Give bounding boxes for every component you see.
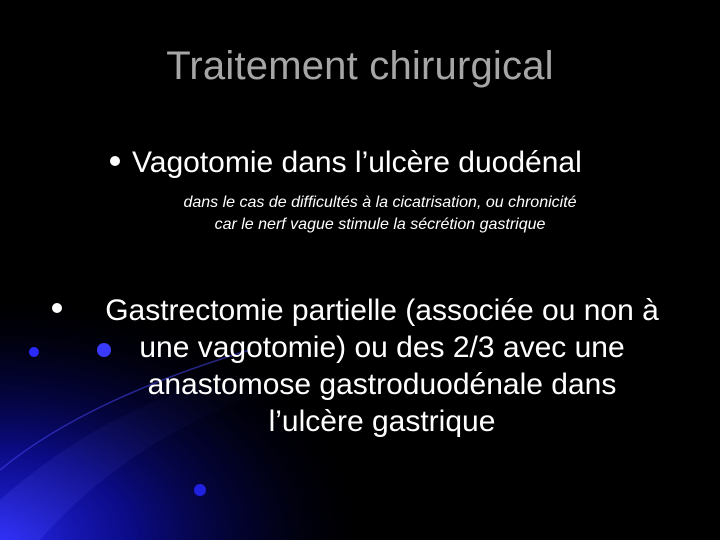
- bullet-text-line: Gastrectomie partielle (associée ou non à: [105, 294, 659, 327]
- sub-note-line: car le nerf vague stimule la sécrétion gastrique: [214, 216, 546, 233]
- sub-note: [0, 192, 720, 236]
- sub-note-line: dans le cas de difficultés à la cicatrisation, ou chronicité: [183, 194, 577, 211]
- bullet-item-gastrectomie: [72, 292, 692, 440]
- bullet-item-vagotomie: [110, 146, 582, 180]
- bullet-text-line: une vagotomie) ou des 2/3 avec une: [139, 331, 625, 364]
- bullet-text-line: anastomose gastroduodénale dans: [147, 368, 617, 401]
- blue-orb-lower: [194, 484, 206, 496]
- bullet-text-line: l’ulcère gastrique: [268, 405, 496, 438]
- bullet-text: Vagotomie dans l’ulcère duodénal: [132, 146, 582, 179]
- bullet-dot: [52, 303, 62, 313]
- bullet-dot: [110, 156, 120, 166]
- slide-title: Traitement chirurgical: [166, 44, 554, 88]
- blue-orb-small: [29, 347, 39, 357]
